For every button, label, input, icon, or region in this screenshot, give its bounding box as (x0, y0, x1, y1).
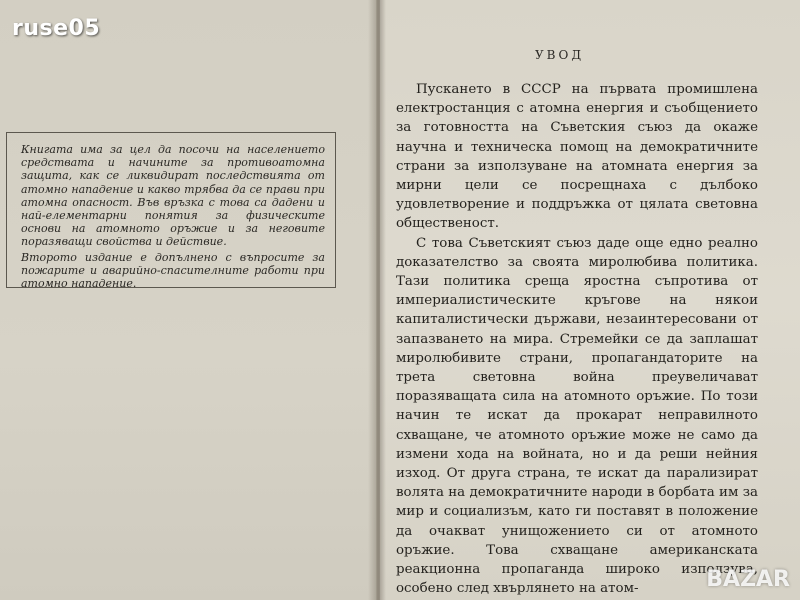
book-gutter (368, 0, 386, 600)
chapter-title: УВОД (535, 48, 585, 62)
watermark-text: ruse05 (12, 16, 101, 41)
site-logo: BAZAR (706, 567, 790, 592)
blurb-box (6, 132, 336, 291)
body-paragraph-1: Пускането в СССР на първата промишлена електростанция с атомна енергия и съобщението за готовността на Съветския съюз да окаже научна и техническа помощ на демократичните страни за използуване на атомната енергия за мирни цели се посрещнаха с дълбоко удовлетворение и поддръжка от цялата световна общественост. (396, 82, 758, 232)
body-paragraph-2: С това Съветският съюз даде още едно реално доказателство за своята миролюбива политика. Тази политика среща яростна съпротива от империалистическите кръгове на някои капиталистически държави, незаинтересовани от запазването на мира. Стремейки се да заплашат миролюбивите страни, пропагандаторите на трета световна война преувеличават поразяващата сила на атомното оръжие. По този начин те искат да прокарат неправилното схващане, че атомното оръжие може не само да измени хода на войната, но и да реши нейния изход. От друга страна, те искат да парализират волята на демократичните народи в борбата им за мир и социализъм, като ги поставят в положение да очакват унищожението си от атомното оръжие. Това схващане американската реакционна пропаганда широко използува, особено след хвърлянето на атом- (396, 235, 758, 597)
left-page (0, 0, 376, 600)
blurb-paragraph-1: Книгата има за цел да посочи на населението средствата и начините за противоатомна защита, как се ликвидират последствията от атомно нападение и какво трябва да се прави при атомна опасност. Във връзка с това са дадени и най-елементарни понятия за физическите основи на атомното оръжие и за неговите поразяващи свойства и действие. (21, 143, 325, 249)
blurb-paragraph-2: Второто издание е допълнено с въпросите за пожарите и аварийно-спасителните работи при атомно нападение. (21, 250, 325, 291)
chapter-body (396, 80, 758, 598)
